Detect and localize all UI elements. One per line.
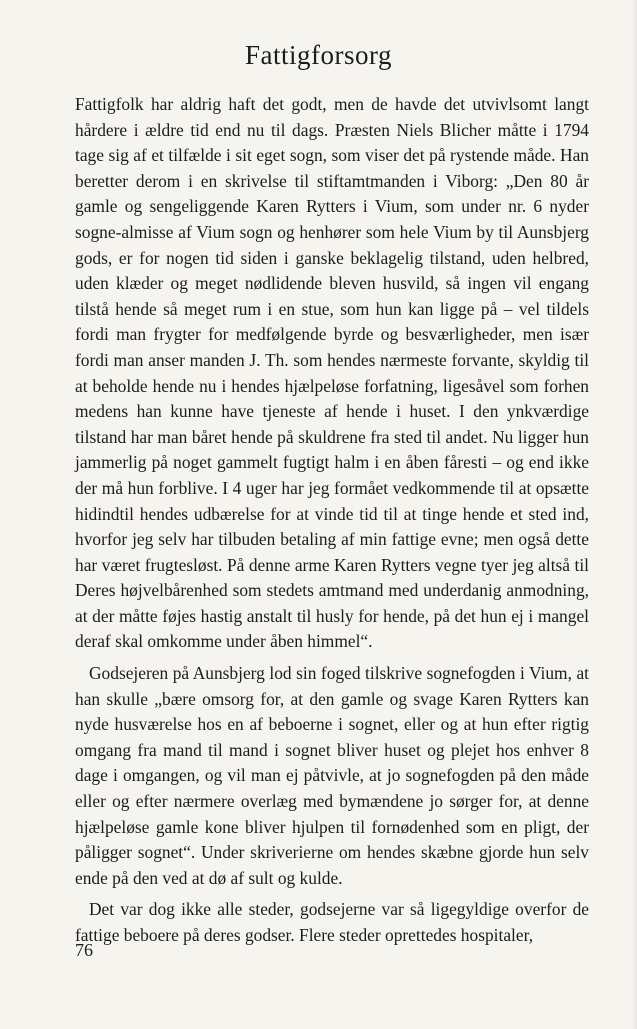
body-text <box>75 92 589 955</box>
page-edge-shadow <box>631 0 637 1029</box>
chapter-title: Fattigforsorg <box>245 40 392 70</box>
paragraph-3: Det var dog ikke alle steder, godsejerne var så ligegyldige overfor de fattige beboere på deres godser. Flere steder oprettedes hospitaler, <box>75 899 589 945</box>
page-number: 76 <box>75 940 93 960</box>
paragraph-2: Godsejeren på Aunsbjerg lod sin foged tilskrive sognefogden i Vium, at han skulle „bære omsorg for, at den gamle og svage Karen Rytters kan nyde husværelse hos en af beboerne i sognet, eller og at hun efter rigtig omgang fra mand til mand i sognet bliver huset og plejet hos enhver 8 dage i omgangen, og vil man ej påtvivle, at jo sognefogden på den måde eller og efter nærmere overlæg med bymændene jo sørger for, at denne hjælpeløse gamle kone bliver hjulpen til fornødenhed som en pligt, der påligger sognet“. Under skriverierne om hendes skæbne gjorde hun selv ende på den ved at dø af sult og kulde. <box>75 663 589 888</box>
paragraph-1: Fattigfolk har aldrig haft det godt, men de havde det utvivlsomt langt hårdere i ældre tid end nu til dags. Præsten Niels Blicher måtte i 1794 tage sig af et tilfælde i sit eget sogn, som viser det på rystende måde. Han beretter derom i en skrivelse til stiftamtmanden i Viborg: „Den 80 år gamle og sengeliggende Karen Rytters i Vium, som under nr. 6 nyder sogne-almisse af Vium sogn og henhører som hele Vium by til Aunsbjerg gods, er for nogen tid siden i ganske beklagelig tilstand, uden helbred, uden klæder og meget nødlidende bleven husvild, så ingen vil engang tilstå hende så meget rum i en stue, som hun kan ligge på – vel tildels fordi man frygter for medfølgende byrde og besværligheder, men især fordi man anser manden J. Th. som hendes nærmeste forvante, skyldig til at beholde hende nu i hendes hjælpeløse forfatning, ligesåvel som forhen medens han kunne have tjeneste af hende i huset. I den ynkværdige tilstand har man båret hende på skuldrene fra sted til andet. Nu ligger hun jammerlig på noget gammelt fugtigt halm i en åben fåresti – og end ikke der må hun forblive. I 4 uger har jeg formået vedkommende til at opsætte hidindtil hendes udbærelse for at vinde tid til at tinge hende et sted ind, hvorfor jeg selv har tilbuden betaling af min fattige evne; men også dette har været frugtesløst. På denne arme Karen Rytters vegne tyer jeg altså til Deres højvelbårenhed som stedets amtmand med underdanig anmodning, at der måtte føjes hastig anstalt til husly for hende, på det hun ej i mangel deraf skal omkomme under åben himmel“. <box>75 94 589 652</box>
